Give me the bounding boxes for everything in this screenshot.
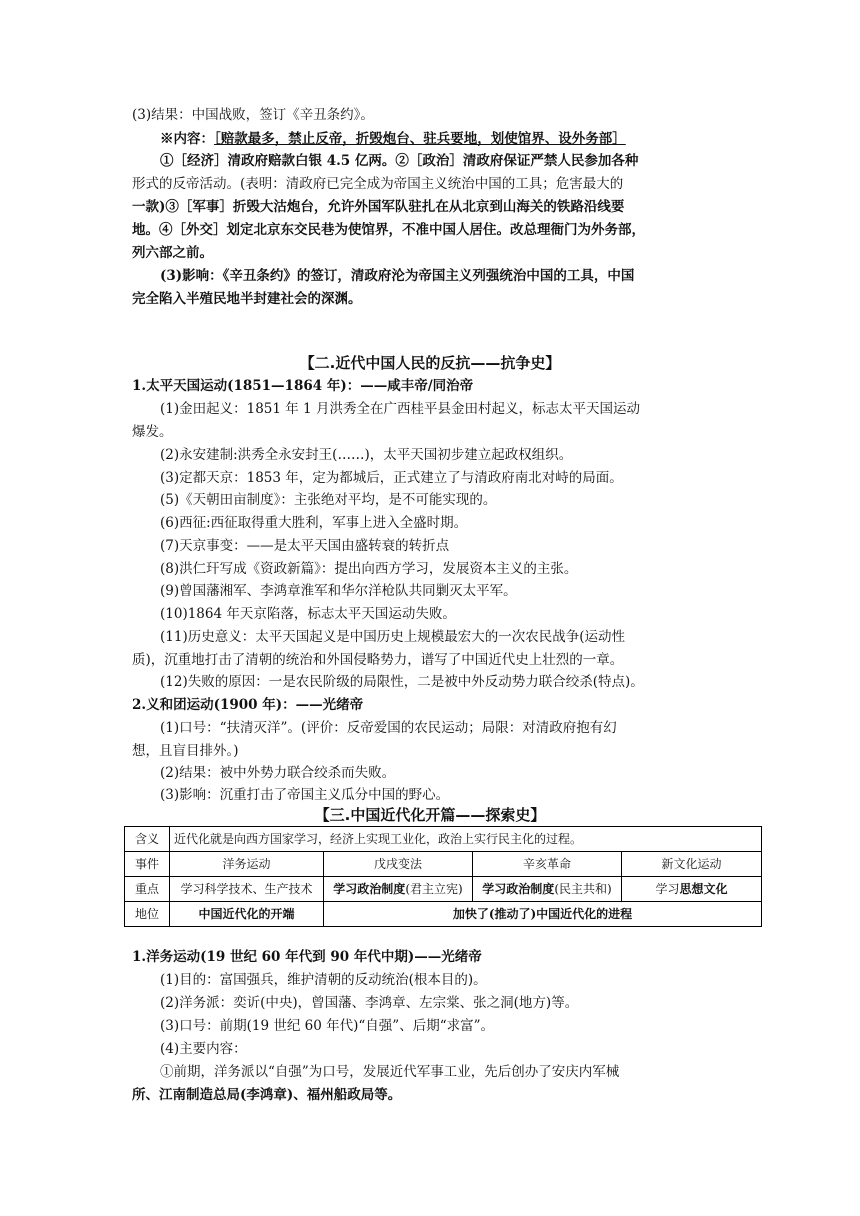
taiping-item-1: (1)金田起义：1851 年 1 月洪秀全在广西桂平县金田村起义，标志太平天国运动 [160, 401, 640, 417]
cell-emphasis: 思想文化 [679, 882, 728, 896]
boxer-item-3: (3)影响：沉重打击了帝国主义瓜分中国的野心。 [160, 787, 450, 803]
boxer-item-2: (2)结果：被中外势力联合绞杀而失败。 [160, 765, 396, 781]
treaty-line-2: 形式的反帝活动。(表明：清政府已完全成为帝国主义统治中国的工具；危害最大的 [132, 176, 624, 192]
table-cell [622, 877, 762, 902]
westernization-title: 1.洋务运动(19 世纪 60 年代到 90 年代中期)——光绪帝 [132, 949, 482, 965]
impact-line-1: (3)影响：《辛丑条约》的签订，清政府沦为帝国主义列强统治中国的工具，中国 [160, 268, 635, 284]
content-line [160, 128, 760, 150]
impact-line-2: 完全陷入半殖民地半封建社会的深渊。 [132, 291, 362, 307]
table-cell: 地位 [125, 902, 170, 927]
table-cell: 重点 [125, 877, 170, 902]
taiping-item-9: (10)1864 年天京陷落，标志太平天国运动失败。 [160, 606, 456, 622]
taiping-item-3: (3)定都天京：1853 年，定为都城后，正式建立了与清政府南北对峙的局面。 [160, 470, 623, 486]
cell-note: 学习 [655, 882, 680, 896]
table-cell: 戊戌变法 [324, 852, 473, 877]
taiping-item-8: (9)曾国藩湘军、李鸿章淮军和华尔洋枪队共同剿灭太平军。 [160, 583, 517, 599]
taiping-item-11: (12)失败的原因：一是农民阶级的局限性，二是被中外反动势力联合绞杀(特点)。 [160, 674, 644, 690]
table-cell [324, 877, 473, 902]
treaty-line-5: 列六部之前。 [132, 245, 213, 261]
taiping-item-4: (5)《天朝田亩制度》：主张绝对平均，是不可能实现的。 [160, 492, 497, 508]
taiping-item-5: (6)西征:西征取得重大胜利，军事上进入全盛时期。 [160, 515, 468, 531]
cell-note: (君主立宪) [405, 882, 463, 896]
westernization-item-4: (4)主要内容： [160, 1041, 247, 1057]
table-cell: 中国近代化的开端 [170, 902, 324, 927]
westernization-item-3: (3)口号：前期(19 世纪 60 年代)“自强”、后期“求富”。 [160, 1018, 494, 1034]
cell-emphasis: 学习政治制度 [482, 882, 555, 896]
table-cell: 近代化就是向西方国家学习，经济上实现工业化，政治上实行民主化的过程。 [170, 827, 762, 852]
table-cell: 洋务运动 [170, 852, 324, 877]
boxer-title: 2.义和团运动(1900 年)：——光绪帝 [132, 697, 364, 713]
taiping-item-6: (7)天京事变：——是太平天国由盛转衰的转折点 [160, 538, 450, 554]
westernization-item-5: ①前期，洋务派以“自强”为口号，发展近代军事工业，先后创办了安庆内军械 [160, 1064, 620, 1080]
cell-note: (民主共和) [554, 882, 612, 896]
taiping-item-2: (2)永安建制:洪秀全永安封王(……)，太平天国初步建立起政权组织。 [160, 447, 573, 463]
result-line: (3)结果：中国战败，签订《辛丑条约》。 [132, 107, 374, 123]
table-cell: 含义 [125, 827, 170, 852]
modernization-table [124, 826, 762, 927]
table-row [125, 877, 762, 902]
taiping-title: 1.太平天国运动(1851—1864 年)：——咸丰帝/同治帝 [132, 378, 474, 394]
table-cell: 辛亥革命 [473, 852, 622, 877]
table-cell [473, 877, 622, 902]
table-cell: 学习科学技术、生产技术 [170, 877, 324, 902]
table-row [125, 852, 762, 877]
taiping-item-7: (8)洪仁玕写成《资政新篇》：提出向西方学习，发展资本主义的主张。 [160, 561, 578, 577]
table-cell: 新文化运动 [622, 852, 762, 877]
taiping-item-10: (11)历史意义：太平天国起义是中国历史上规模最宏大的一次农民战争(运动性 [160, 629, 625, 645]
content-label: ※内容： [160, 131, 214, 147]
treaty-line-1: ①［经济］清政府赔款白银 4.5 亿两。②［政治］清政府保证严禁人民参加各种 [160, 153, 639, 169]
boxer-item-1b: 想，且盲目排外。) [132, 743, 239, 759]
section-heading-2: 【二.近代中国人民的反抗——抗争史】 [299, 354, 561, 372]
section-heading-3: 【三.中国近代化开篇——探索史】 [314, 806, 546, 824]
treaty-line-3: 一款)③［军事］折毁大沽炮台，允许外国军队驻扎在从北京到山海关的铁路沿线要 [132, 199, 625, 215]
westernization-item-5b: 所、江南制造总局(李鸿章)、福州船政局等。 [132, 1087, 402, 1103]
westernization-item-1: (1)目的：富国强兵，维护清朝的反动统治(根本目的)。 [160, 972, 487, 988]
table-cell: 加快了(推动了)中国近代化的进程 [324, 902, 762, 927]
taiping-item-1b: 爆发。 [132, 424, 173, 440]
treaty-line-4: 地。④［外交］划定北京东交民巷为使馆界，不准中国人居住。改总理衙门为外务部， [132, 222, 645, 238]
cell-emphasis: 学习政治制度 [333, 882, 406, 896]
table-row [125, 902, 762, 927]
taiping-item-10b: 质)，沉重地打击了清朝的统治和外国侵略势力，谱写了中国近代史上壮烈的一章。 [132, 652, 624, 668]
table-cell: 事件 [125, 852, 170, 877]
boxer-item-1: (1)口号：“扶清灭洋”。(评价：反帝爱国的农民运动；局限：对清政府抱有幻 [160, 720, 617, 736]
table-row [125, 827, 762, 852]
westernization-item-2: (2)洋务派：奕䜣(中央)，曾国藩、李鸿章、左宗棠、张之洞(地方)等。 [160, 995, 579, 1011]
content-summary: ［赔款最多，禁止反帝，折毁炮台、驻兵要地，划使馆界、设外务部］ [214, 131, 626, 147]
